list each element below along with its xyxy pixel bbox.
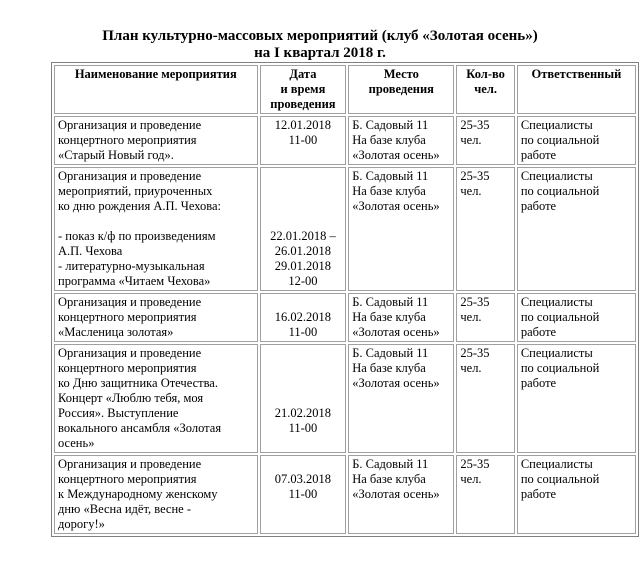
events-table [51, 62, 639, 537]
cell-event-name [54, 116, 258, 165]
cell-line: работе [520, 487, 557, 501]
cell-line: чел. [474, 82, 497, 96]
cell-date-time [260, 116, 347, 165]
cell-line: по социальной [520, 472, 600, 486]
cell-line: 25-35 [460, 169, 490, 183]
cell-date-time [260, 344, 347, 453]
cell-event-name [54, 167, 258, 291]
cell-line: - показ к/ф по произведениям [58, 229, 216, 243]
cell-line [264, 295, 343, 310]
cell-line: 29.01.2018 [274, 259, 332, 273]
table-header-row [54, 65, 636, 114]
cell-line: 12.01.2018 [274, 118, 332, 132]
cell-line: Б. Садовый 11 [352, 457, 429, 471]
cell-line: «Золотая осень» [352, 376, 440, 390]
cell-line: проведения [368, 82, 434, 96]
header-responsible: Ответственный [517, 65, 636, 114]
cell-line [264, 361, 343, 376]
cell-line [264, 214, 343, 229]
cell-line: концертного мероприятия [58, 361, 197, 375]
cell-line: дорогу!» [58, 517, 105, 531]
cell-event-name [54, 455, 258, 534]
cell-line: чел. [460, 133, 482, 147]
header-date-time [260, 65, 347, 114]
cell-line: На базе клуба [352, 310, 426, 324]
cell-line: 21.02.2018 [274, 406, 332, 420]
cell-line: Специалисты [520, 346, 593, 360]
cell-people-count [456, 293, 514, 342]
cell-people-count [456, 344, 514, 453]
cell-line: концертного мероприятия [58, 310, 197, 324]
cell-date-time [260, 293, 347, 342]
cell-line: 11-00 [288, 421, 318, 435]
cell-responsible [517, 167, 636, 291]
cell-line [264, 199, 343, 214]
table-row [54, 293, 636, 342]
cell-responsible [517, 455, 636, 534]
cell-line: 25-35 [460, 457, 490, 471]
cell-line: «Масленица золотая» [58, 325, 174, 339]
cell-line [264, 436, 343, 451]
cell-line: по социальной [520, 184, 600, 198]
cell-event-name [54, 293, 258, 342]
cell-line: Специалисты [520, 118, 593, 132]
cell-line [264, 457, 343, 472]
cell-line [264, 346, 343, 361]
cell-line: концертного мероприятия [58, 133, 197, 147]
cell-line: 16.02.2018 [274, 310, 332, 324]
cell-line: Б. Садовый 11 [352, 169, 429, 183]
cell-line: и время [280, 82, 326, 96]
cell-line: работе [520, 148, 557, 162]
cell-line [264, 169, 343, 184]
document-title-line2: на I квартал 2018 г. [254, 45, 386, 61]
cell-line: На базе клуба [352, 472, 426, 486]
table-row [54, 344, 636, 453]
cell-line: дню «Весна идёт, весне - [58, 502, 192, 516]
cell-line: «Золотая осень» [352, 325, 440, 339]
cell-line: Концерт «Люблю тебя, моя [58, 391, 204, 405]
cell-line: Дата [289, 67, 317, 81]
cell-line: программа «Читаем Чехова» [58, 274, 211, 288]
cell-place [348, 344, 454, 453]
cell-line: Специалисты [520, 169, 593, 183]
header-place [348, 65, 454, 114]
cell-line [264, 376, 343, 391]
header-people-count [456, 65, 514, 114]
cell-line: Специалисты [520, 457, 593, 471]
cell-line: Организация и проведение [58, 118, 202, 132]
cell-line: Специалисты [520, 295, 593, 309]
cell-line: проведения [270, 97, 336, 111]
cell-line: ко Дню защитника Отечества. [58, 376, 218, 390]
cell-line: чел. [460, 472, 482, 486]
document-title-line1: План культурно-массовых мероприятий (клуб «Золотая осень») [102, 28, 538, 44]
cell-line: концертного мероприятия [58, 472, 197, 486]
cell-line: осень» [58, 436, 95, 450]
cell-line: «Золотая осень» [352, 487, 440, 501]
cell-line: 26.01.2018 [274, 244, 332, 258]
cell-line: На базе клуба [352, 133, 426, 147]
cell-line: ко дню рождения А.П. Чехова: [58, 199, 222, 213]
cell-line: На базе клуба [352, 184, 426, 198]
table-row [54, 455, 636, 534]
cell-line: 22.01.2018 – [270, 229, 336, 243]
cell-date-time [260, 167, 347, 291]
cell-line: чел. [460, 184, 482, 198]
cell-line: Россия». Выступление [58, 406, 179, 420]
cell-line [58, 214, 254, 229]
header-event-name: Наименование мероприятия [54, 65, 258, 114]
cell-line: Организация и проведение [58, 346, 202, 360]
cell-line: - литературно-музыкальная [58, 259, 205, 273]
cell-line: 11-00 [288, 133, 318, 147]
cell-line [264, 391, 343, 406]
cell-line: работе [520, 325, 557, 339]
cell-responsible [517, 344, 636, 453]
cell-people-count [456, 116, 514, 165]
cell-line: 25-35 [460, 295, 490, 309]
cell-line: Б. Садовый 11 [352, 346, 429, 360]
cell-place [348, 167, 454, 291]
table-row [54, 116, 636, 165]
cell-line: Кол-во [466, 67, 505, 81]
cell-place [348, 116, 454, 165]
cell-line: 12-00 [288, 274, 318, 288]
cell-line: к Международному женскому [58, 487, 218, 501]
cell-people-count [456, 455, 514, 534]
cell-line: «Старый Новый год». [58, 148, 174, 162]
cell-people-count [456, 167, 514, 291]
cell-line: мероприятий, приуроченных [58, 184, 213, 198]
cell-line: А.П. Чехова [58, 244, 123, 258]
cell-responsible [517, 293, 636, 342]
cell-responsible [517, 116, 636, 165]
cell-line: Организация и проведение [58, 295, 202, 309]
cell-line: чел. [460, 361, 482, 375]
cell-line: работе [520, 376, 557, 390]
cell-event-name [54, 344, 258, 453]
cell-line: Б. Садовый 11 [352, 295, 429, 309]
cell-line: Организация и проведение [58, 457, 202, 471]
cell-place [348, 293, 454, 342]
cell-line: вокального ансамбля «Золотая [58, 421, 222, 435]
cell-line: работе [520, 199, 557, 213]
cell-line: по социальной [520, 310, 600, 324]
cell-line: 11-00 [288, 487, 318, 501]
cell-line: Организация и проведение [58, 169, 202, 183]
cell-line: «Золотая осень» [352, 199, 440, 213]
cell-place [348, 455, 454, 534]
cell-line: 25-35 [460, 346, 490, 360]
cell-line: Место [383, 67, 419, 81]
cell-line: «Золотая осень» [352, 148, 440, 162]
cell-line: 25-35 [460, 118, 490, 132]
cell-line: 07.03.2018 [274, 472, 332, 486]
table-row [54, 167, 636, 291]
cell-date-time [260, 455, 347, 534]
cell-line: Б. Садовый 11 [352, 118, 429, 132]
cell-line: 11-00 [288, 325, 318, 339]
cell-line [264, 184, 343, 199]
cell-line: На базе клуба [352, 361, 426, 375]
cell-line: по социальной [520, 133, 600, 147]
cell-line: чел. [460, 310, 482, 324]
cell-line: по социальной [520, 361, 600, 375]
